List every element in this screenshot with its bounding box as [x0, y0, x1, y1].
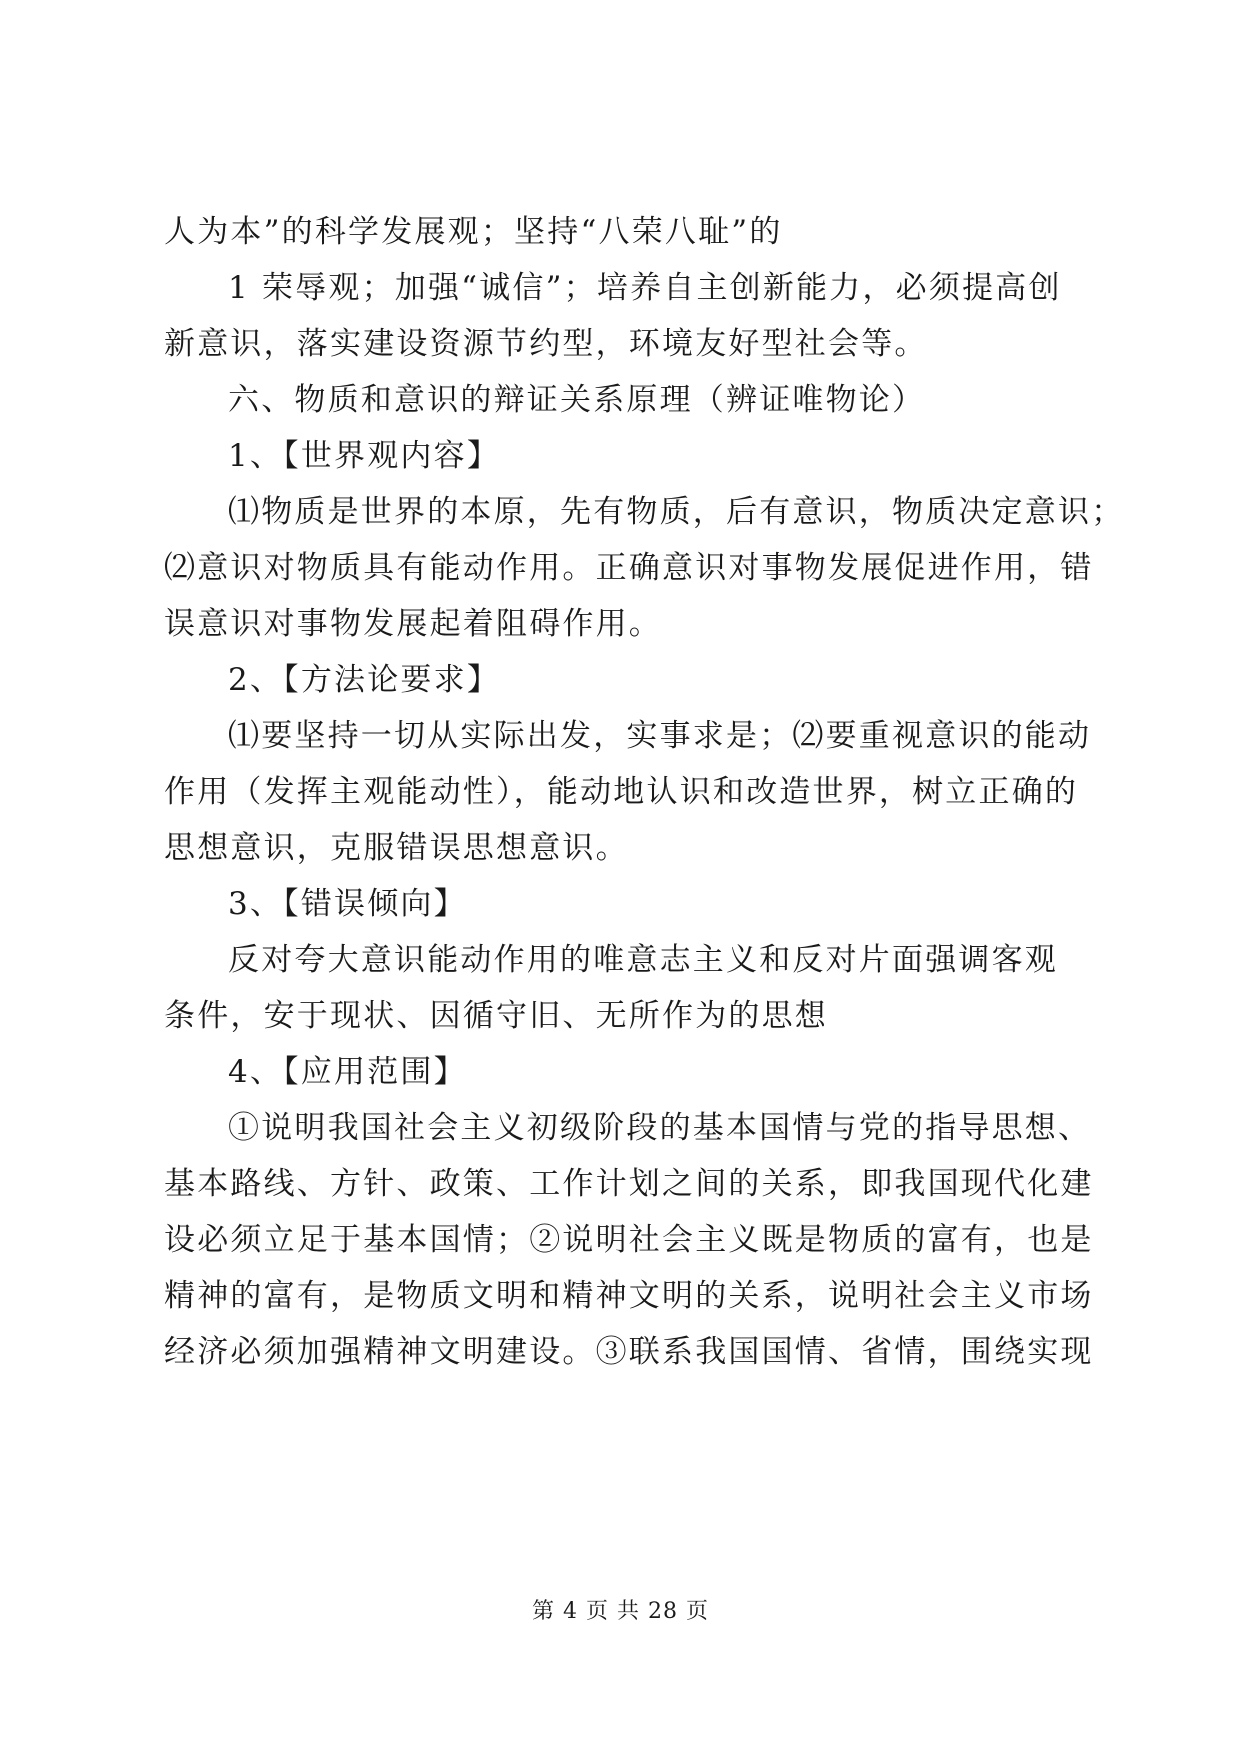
text-line: ①说明我国社会主义初级阶段的基本国情与党的指导思想、 — [228, 1110, 1092, 1146]
section-heading: 六、物质和意识的辩证关系原理（辨证唯物论） — [228, 382, 926, 418]
text-line: 新意识，落实建设资源节约型，环境友好型社会等。 — [164, 326, 928, 362]
page-number-footer: 第 4 页 共 28 页 — [532, 1599, 709, 1624]
text-line: ⑵意识对物质具有能动作用。正确意识对事物发展促进作用，错 — [164, 550, 1094, 586]
text-line: ⑴要坚持一切从实际出发，实事求是；⑵要重视意识的能动 — [228, 718, 1092, 754]
text-line: 基本路线、方针、政策、工作计划之间的关系，即我国现代化建 — [164, 1166, 1094, 1202]
subsection-heading: 1、【世界观内容】 — [228, 438, 501, 474]
text-line: ⑴物质是世界的本原，先有物质，后有意识，物质决定意识； — [228, 494, 1125, 530]
text-line: 人为本”的科学发展观；坚持“八荣八耻”的 — [164, 214, 783, 250]
text-line: 反对夸大意识能动作用的唯意志主义和反对片面强调客观 — [228, 942, 1058, 978]
subsection-heading: 3、【错误倾向】 — [228, 886, 467, 922]
subsection-heading: 2、【方法论要求】 — [228, 662, 501, 698]
text-line: 精神的富有，是物质文明和精神文明的关系，说明社会主义市场 — [164, 1278, 1094, 1314]
text-line: 经济必须加强精神文明建设。③联系我国国情、省情，围绕实现 — [164, 1334, 1094, 1370]
text-line: 设必须立足于基本国情；②说明社会主义既是物质的富有，也是 — [164, 1222, 1094, 1258]
subsection-heading: 4、【应用范围】 — [228, 1054, 467, 1090]
text-line: 误意识对事物发展起着阻碍作用。 — [164, 606, 662, 642]
text-line: 1 荣辱观；加强“诚信”；培养自主创新能力，必须提高创 — [228, 270, 1062, 306]
text-line: 思想意识，克服错误思想意识。 — [164, 830, 629, 866]
text-line: 作用（发挥主观能动性），能动地认识和改造世界，树立正确的 — [164, 774, 1079, 810]
text-line: 条件，安于现状、因循守旧、无所作为的思想 — [164, 998, 828, 1034]
